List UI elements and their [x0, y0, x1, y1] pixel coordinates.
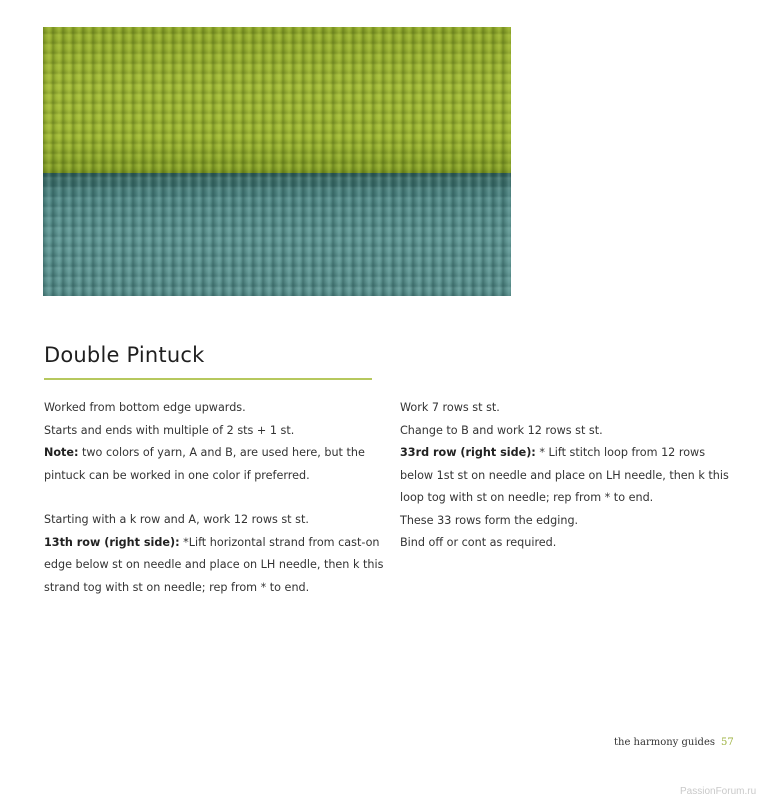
row33-text: * Lift stitch loop from 12 rows below 1st st on needle and place on LH needle, then k this loop tog with st on needle; rep from * to end.: [400, 446, 729, 504]
instruction-line: Work 7 rows st st.: [400, 401, 500, 414]
title-underline: [44, 378, 372, 380]
instruction-line: Starting with a k row and A, work 12 rows st st.: [44, 513, 309, 526]
instruction-line: Change to B and work 12 rows st st.: [400, 423, 603, 437]
paragraph-gap: [44, 487, 384, 509]
yarn-a-green-band: [43, 27, 511, 173]
instructions-right-column: [400, 397, 730, 555]
row33-paragraph: [400, 442, 730, 510]
instructions-left-column: [44, 397, 384, 599]
page-number: 57: [721, 737, 734, 748]
knitted-swatch-photo: [43, 27, 511, 296]
yarn-b-blue-band: [43, 173, 511, 296]
note-label: Note:: [44, 446, 79, 459]
note-paragraph: [44, 442, 384, 487]
stitch-title: Double Pintuck: [44, 343, 205, 367]
row13-text: *Lift horizontal strand from cast-on edge below st on needle and place on LH needle, then k this strand tog with st on needle; rep from * to end.: [44, 535, 384, 594]
instruction-line: Bind off or cont as required.: [400, 536, 557, 549]
watermark: PassionForum.ru: [680, 786, 757, 797]
row13-paragraph: [44, 532, 384, 600]
row13-label: 13th row (right side):: [44, 535, 180, 549]
page-footer: [614, 737, 734, 748]
row33-label: 33rd row (right side):: [400, 446, 536, 459]
instruction-line: These 33 rows form the edging.: [400, 513, 579, 527]
instruction-line: Worked from bottom edge upwards.: [44, 401, 246, 414]
book-title: the harmony guides: [614, 737, 716, 748]
note-text: two colors of yarn, A and B, are used here, but the pintuck can be worked in one color if preferred.: [44, 446, 365, 482]
instruction-line: Starts and ends with multiple of 2 sts + 1 st.: [44, 423, 295, 437]
